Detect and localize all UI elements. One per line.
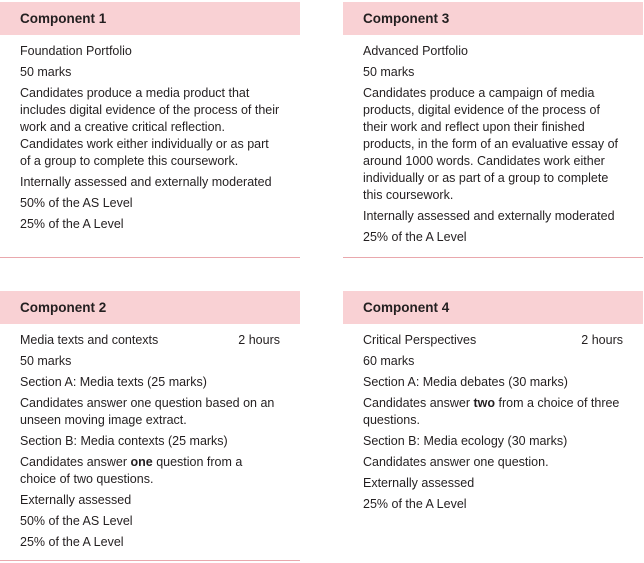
component-2-title: Media texts and contexts	[20, 333, 159, 347]
component-3-weighting-a: 25% of the A Level	[363, 230, 467, 244]
component-2-rule	[0, 560, 300, 561]
component-1-weighting-a: 25% of the A Level	[20, 217, 124, 231]
component-2-title-row	[20, 332, 280, 349]
component-3-card	[343, 2, 643, 250]
component-4-weighting-a: 25% of the A Level	[363, 497, 467, 511]
component-1-body	[0, 35, 300, 233]
component-2-body	[0, 324, 300, 551]
component-2-section-a-desc: Candidates answer one question based on an unseen moving image extract.	[20, 396, 275, 427]
component-1-description: Candidates produce a media product that includes digital evidence of the process of their work and a creative critical reflection. Candidates work either individually or as part of a group to complete this coursework.	[20, 86, 280, 168]
component-3-marks: 50 marks	[363, 65, 415, 79]
component-2-section-b-post: question from a choice of two questions.	[20, 455, 243, 486]
component-4-marks: 60 marks	[363, 354, 415, 368]
component-1-rule	[0, 257, 300, 258]
component-2-weighting-a: 25% of the A Level	[20, 535, 124, 549]
component-1-header: Component 1	[0, 2, 300, 35]
component-2-assessment: Externally assessed	[20, 493, 132, 507]
component-1-title: Foundation Portfolio	[20, 44, 132, 58]
component-3-body	[343, 35, 643, 246]
component-3-rule	[343, 257, 643, 258]
component-2-section-a: Section A: Media texts (25 marks)	[20, 375, 207, 389]
component-4-body	[343, 324, 643, 513]
component-2-duration: 2 hours	[238, 333, 280, 347]
component-4-section-a-desc	[363, 395, 623, 429]
component-4-section-b: Section B: Media ecology (30 marks)	[363, 434, 568, 448]
component-4-card	[343, 291, 643, 517]
component-4-section-b-desc: Candidates answer one question.	[363, 455, 549, 469]
component-3-assessment: Internally assessed and externally moderated	[363, 209, 615, 223]
component-4-section-a-post: from a choice of three questions.	[363, 396, 620, 427]
component-2-header: Component 2	[0, 291, 300, 324]
component-4-assessment: Externally assessed	[363, 476, 475, 490]
component-2-section-b-emphasis: one	[130, 455, 153, 469]
component-1-marks: 50 marks	[20, 65, 72, 79]
component-2-section-b-desc	[20, 454, 280, 488]
component-2-card	[0, 291, 300, 555]
component-2-weighting-as: 50% of the AS Level	[20, 514, 133, 528]
component-4-section-a-emphasis: two	[473, 396, 496, 410]
component-2-marks: 50 marks	[20, 354, 72, 368]
component-2-section-b-pre: Candidates answer	[20, 455, 131, 469]
component-3-description: Candidates produce a campaign of media products, digital evidence of the process of their work and reflect upon their finished products, in the form of an evaluative essay of around 1000 words. Candidates work either individually or as part of a group to complete this coursework.	[363, 86, 618, 202]
component-1-assessment: Internally assessed and externally moderated	[20, 175, 272, 189]
component-4-section-a: Section A: Media debates (30 marks)	[363, 375, 568, 389]
component-4-title-row	[363, 332, 623, 349]
component-4-header: Component 4	[343, 291, 643, 324]
component-4-duration: 2 hours	[581, 333, 623, 347]
component-1-weighting-as: 50% of the AS Level	[20, 196, 133, 210]
component-1-card	[0, 2, 300, 237]
component-2-section-b: Section B: Media contexts (25 marks)	[20, 434, 228, 448]
component-4-section-a-pre: Candidates answer	[363, 396, 474, 410]
component-3-title: Advanced Portfolio	[363, 44, 468, 58]
component-3-header: Component 3	[343, 2, 643, 35]
component-4-title: Critical Perspectives	[363, 333, 477, 347]
